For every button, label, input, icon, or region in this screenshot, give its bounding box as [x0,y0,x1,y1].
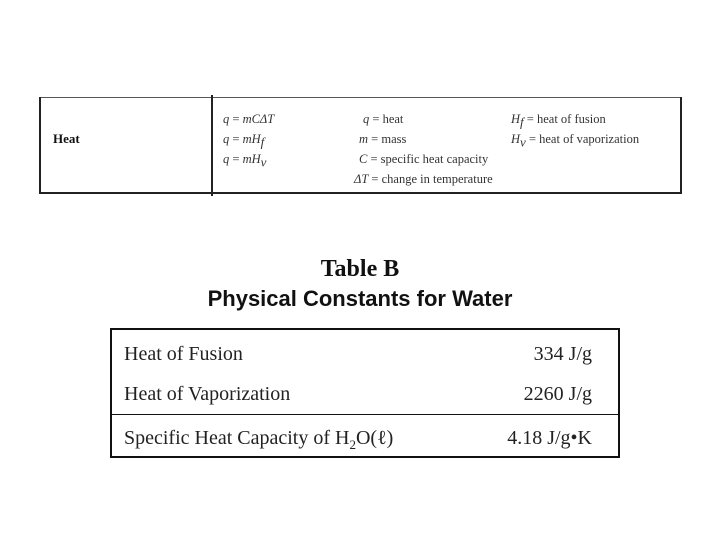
table-top-rule [41,97,680,98]
definition-temperature-change: ΔT = change in temperature [354,172,493,186]
definition-symbol: m [359,132,369,146]
constant-name-vaporization: Heat of Vaporization [124,383,291,405]
heat-formula-table [39,97,682,194]
definition-subscript: f [520,114,524,130]
definition-heat-of-fusion: $H_f$ = heat of fusion [511,112,606,130]
equation-heat-vaporization: $q = mH_v$ [223,152,267,170]
table-row [112,334,618,374]
definition-meaning: change in temperature [381,172,493,186]
equation-lhs: q [223,132,230,146]
equation-lhs: q [223,152,230,166]
definition-heat: q = heat [363,112,404,126]
row-label-heat: Heat [53,131,80,146]
definition-meaning: specific heat capacity [380,152,489,166]
table-bottom-rule [41,192,680,194]
equation-symbol: H [251,132,261,146]
definition-heat-of-vaporization: $H_v$ = heat of vaporization [511,132,640,150]
equation-symbol: H [251,152,261,166]
equation-lhs: q [223,112,230,126]
equation-symbol: CΔT [251,112,275,126]
definition-meaning: heat of fusion [536,112,606,126]
equation-mass: m [242,152,252,166]
definition-symbol: ΔT [354,172,369,186]
definition-specific-heat: C = specific heat capacity [359,152,489,166]
definition-meaning: heat [382,112,404,126]
equation-subscript: f [260,134,265,150]
constant-name-specific-heat [124,427,393,453]
equation-heat-fusion: $q = mH_f$ [223,132,265,150]
constant-name-part: Specific Heat Capacity of H [124,427,350,449]
constant-name-subscript: 2 [349,437,356,452]
constant-name-part: O(ℓ) [355,427,394,449]
table-row-separator [112,414,618,415]
equation-mass: m [242,112,252,126]
definition-subscript: v [520,134,526,150]
table-row [112,374,618,414]
constant-value-specific-heat: 4.18 J/g•K [507,427,592,449]
table-b-title: Table B [320,256,400,282]
table-row [112,418,618,458]
equation-heat-capacity: q = mCΔT [223,112,275,126]
definition-symbol: H [511,112,521,126]
equation-subscript: v [260,154,267,170]
definition-symbol: C [359,152,368,166]
definition-symbol: H [511,132,521,146]
constant-value-fusion: 334 J/g [533,343,592,365]
definition-mass: m = mass [359,132,407,146]
definition-meaning: mass [381,132,407,146]
equation-mass: m [242,132,252,146]
physical-constants-table [110,328,620,458]
constant-name-fusion: Heat of Fusion [124,343,243,365]
table-b-subtitle: Physical Constants for Water [207,286,513,311]
definition-meaning: heat of vaporization [539,132,640,146]
definition-symbol: q [363,112,370,126]
table-column-divider [211,95,213,196]
constant-value-vaporization: 2260 J/g [523,383,592,405]
